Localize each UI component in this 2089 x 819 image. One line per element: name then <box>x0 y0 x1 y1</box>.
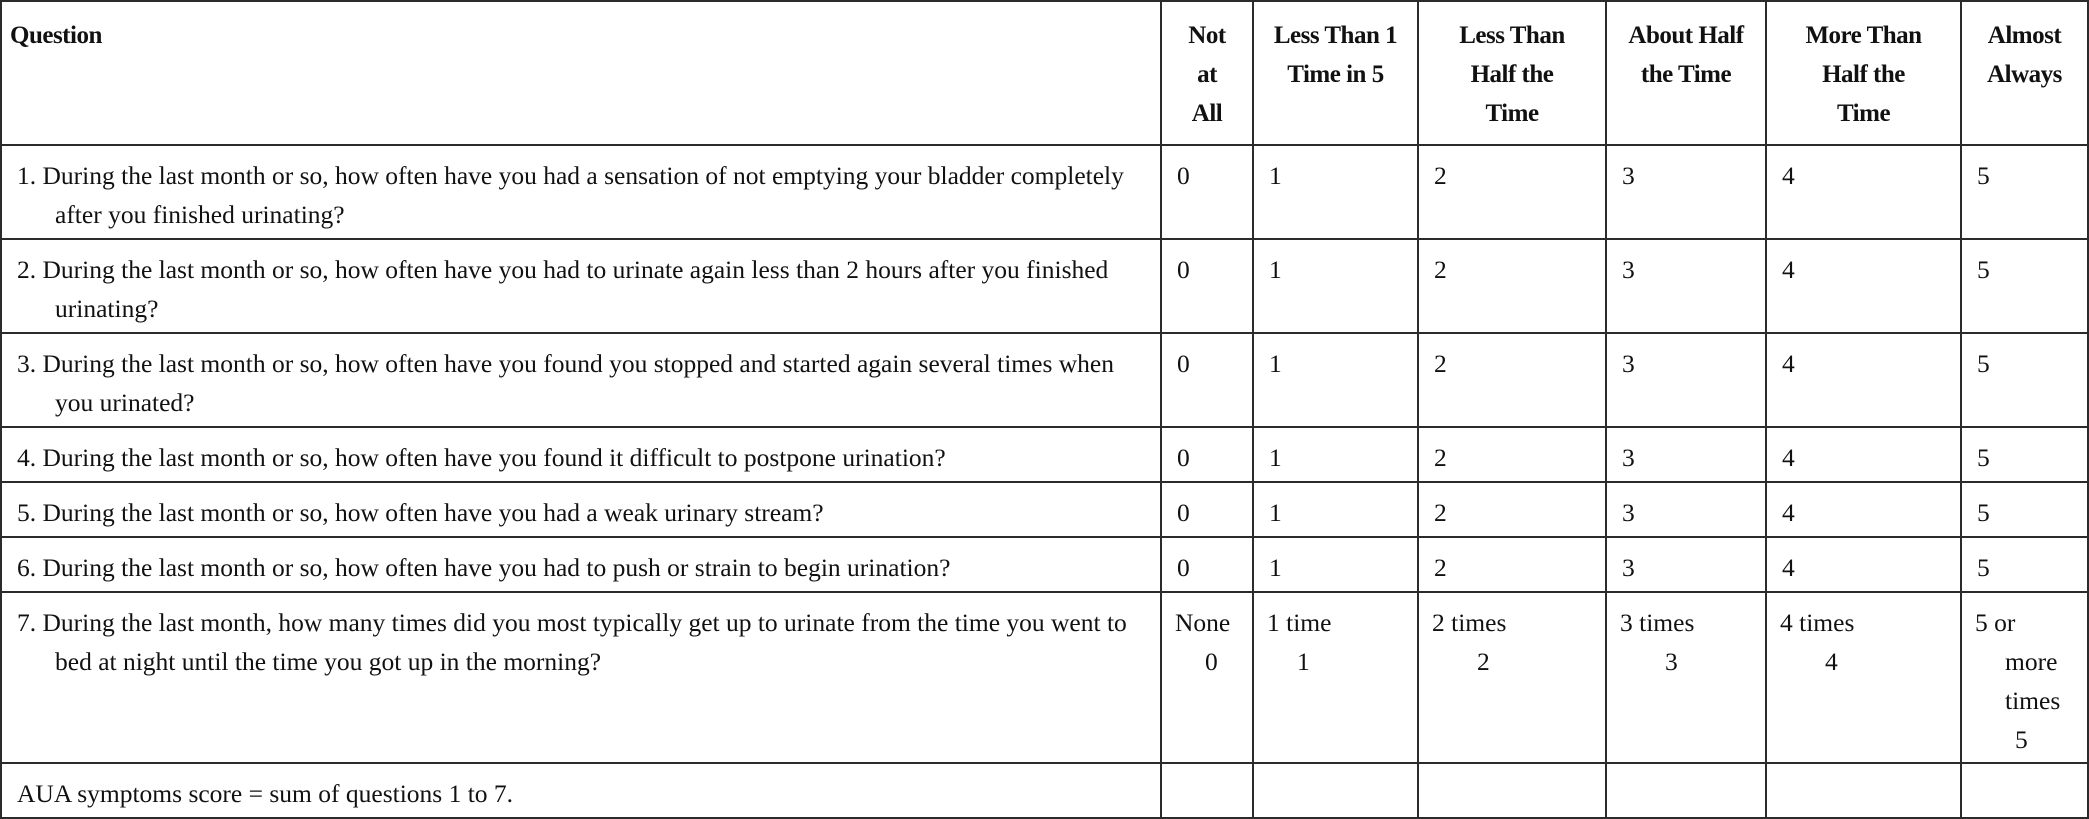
score-cell: 2 <box>1418 145 1606 239</box>
score-cell: 4 <box>1766 482 1961 537</box>
table-row <box>1 482 2088 537</box>
response-label: None <box>1175 608 1231 637</box>
score-cell: 1 <box>1253 482 1418 537</box>
table-row <box>1 427 2088 482</box>
question-cell: 2. During the last month or so, how often have you had to urinate again less than 2 hours after you finished urinating? <box>1 239 1161 333</box>
score-cell: 2 <box>1418 333 1606 427</box>
response-score: 1 <box>1297 647 1310 676</box>
question-cell: 4. During the last month or so, how often have you found it difficult to postpone urination? <box>1 427 1161 482</box>
total-score-note: AUA symptoms score = sum of questions 1 to 7. <box>1 763 1161 818</box>
header-line: Not <box>1188 22 1226 49</box>
response-label: 5 or <box>1975 608 2016 637</box>
empty-cell <box>1418 763 1606 818</box>
score-cell: 5 <box>1961 333 2088 427</box>
header-line: Half the <box>1470 61 1554 88</box>
question-cell: 1. During the last month or so, how often have you had a sensation of not emptying your bladder completely after you finished urinating? <box>1 145 1161 239</box>
response-score: 4 <box>1825 647 1838 676</box>
not-at-all-header <box>1161 1 1253 145</box>
score-cell: 4 <box>1766 145 1961 239</box>
response-label: 3 times <box>1620 608 1695 637</box>
score-cell: 3 <box>1606 145 1766 239</box>
almost-always-header <box>1961 1 2088 145</box>
score-cell: 1 <box>1253 333 1418 427</box>
score-cell: 3 <box>1606 482 1766 537</box>
score-cell: 0 <box>1161 239 1253 333</box>
score-cell: 3 <box>1606 333 1766 427</box>
response-label: 1 time <box>1267 608 1332 637</box>
table-row <box>1 333 2088 427</box>
response-cell <box>1161 592 1253 763</box>
about-half-header <box>1606 1 1766 145</box>
empty-cell <box>1253 763 1418 818</box>
response-cell <box>1961 592 2088 763</box>
header-line: About Half <box>1628 22 1744 49</box>
header-line: All <box>1191 100 1223 127</box>
response-score: 0 <box>1205 647 1218 676</box>
score-cell: 1 <box>1253 537 1418 592</box>
score-cell: 5 <box>1961 427 2088 482</box>
header-line: Time <box>1485 100 1539 127</box>
footer-row <box>1 763 2088 818</box>
response-score: 5 <box>2015 725 2028 754</box>
score-cell: 5 <box>1961 145 2088 239</box>
score-cell: 4 <box>1766 427 1961 482</box>
table-row <box>1 239 2088 333</box>
header-line: Time <box>1836 100 1891 127</box>
score-cell: 2 <box>1418 239 1606 333</box>
response-label: more <box>2005 647 2058 676</box>
score-cell: 3 <box>1606 239 1766 333</box>
question-cell: 6. During the last month or so, how often have you had to push or strain to begin urination? <box>1 537 1161 592</box>
response-cell <box>1418 592 1606 763</box>
header-line: Almost <box>1987 22 2062 49</box>
score-cell: 1 <box>1253 145 1418 239</box>
header-line: the Time <box>1640 61 1732 88</box>
score-cell: 2 <box>1418 482 1606 537</box>
response-label: 2 times <box>1432 608 1507 637</box>
table-row <box>1 592 2088 763</box>
response-score: 3 <box>1665 647 1678 676</box>
response-cell <box>1766 592 1961 763</box>
header-line: Always <box>1987 61 2062 88</box>
table-row <box>1 145 2088 239</box>
question-header: Question <box>1 1 1161 145</box>
more-than-half-header <box>1766 1 1961 145</box>
empty-cell <box>1766 763 1961 818</box>
empty-cell <box>1161 763 1253 818</box>
question-cell: 7. During the last month, how many times did you most typically get up to urinate from the time you went to bed at night until the time you got up in the morning? <box>1 592 1161 763</box>
score-cell: 3 <box>1606 427 1766 482</box>
score-cell: 5 <box>1961 537 2088 592</box>
score-cell: 4 <box>1766 333 1961 427</box>
header-line: Less Than 1 <box>1273 22 1398 49</box>
header-line: More Than <box>1805 22 1922 49</box>
score-cell: 0 <box>1161 482 1253 537</box>
score-cell: 1 <box>1253 239 1418 333</box>
less-than-half-header <box>1418 1 1606 145</box>
score-cell: 0 <box>1161 145 1253 239</box>
response-score: 2 <box>1477 647 1490 676</box>
score-cell: 5 <box>1961 482 2088 537</box>
header-line: at <box>1197 61 1217 88</box>
empty-cell <box>1961 763 2088 818</box>
table-row <box>1 537 2088 592</box>
score-cell: 0 <box>1161 537 1253 592</box>
score-cell: 3 <box>1606 537 1766 592</box>
score-cell: 1 <box>1253 427 1418 482</box>
response-label: 4 times <box>1780 608 1855 637</box>
header-line: Time in 5 <box>1287 61 1384 88</box>
score-cell: 0 <box>1161 333 1253 427</box>
header-line: Less Than <box>1459 22 1565 49</box>
score-cell: 0 <box>1161 427 1253 482</box>
header-line: Half the <box>1822 61 1905 88</box>
response-cell <box>1606 592 1766 763</box>
question-cell: 3. During the last month or so, how often have you found you stopped and started again several times when you urinated? <box>1 333 1161 427</box>
score-cell: 5 <box>1961 239 2088 333</box>
response-cell <box>1253 592 1418 763</box>
score-cell: 2 <box>1418 427 1606 482</box>
score-cell: 4 <box>1766 239 1961 333</box>
response-label: times <box>2005 686 2061 715</box>
less-than-1-in-5-header <box>1253 1 1418 145</box>
score-cell: 2 <box>1418 537 1606 592</box>
header-row <box>1 1 2088 145</box>
question-cell: 5. During the last month or so, how often have you had a weak urinary stream? <box>1 482 1161 537</box>
score-cell: 4 <box>1766 537 1961 592</box>
empty-cell <box>1606 763 1766 818</box>
